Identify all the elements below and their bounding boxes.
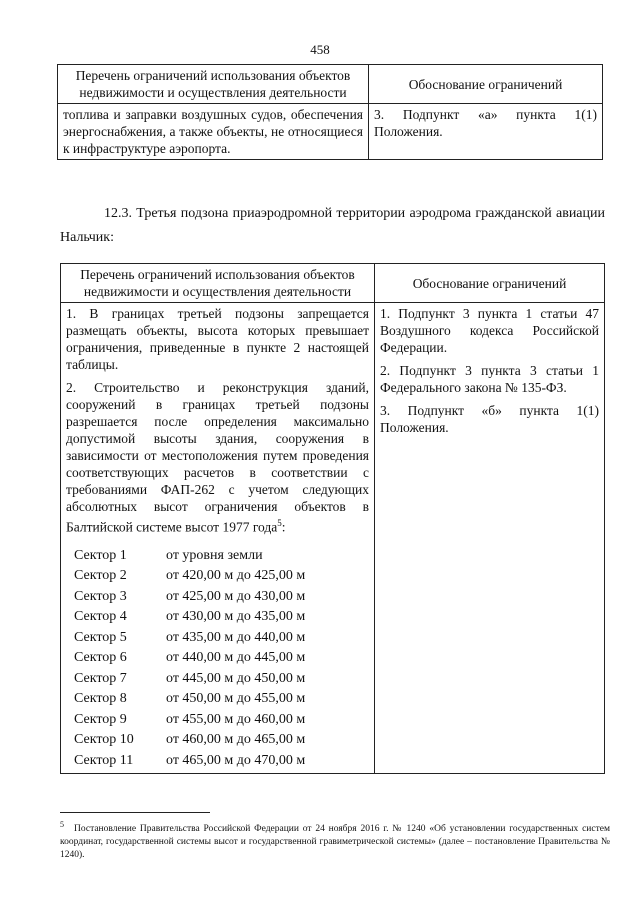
header-basis: Обоснование ограничений [375, 264, 605, 303]
list-item [66, 628, 369, 649]
basis-item-1: 1. Подпункт 3 пункта 1 статьи 47 Воздушного кодекса Российской Федерации. [380, 306, 599, 355]
basis-item-3: 3. Подпункт «б» пункта 1(1) Положения. [380, 403, 599, 435]
sector-value: от 455,00 м до 460,00 м [166, 711, 306, 727]
basis-item-2: 2. Подпункт 3 пункта 3 статьи 1 Федерального закона № 135-ФЗ. [380, 363, 599, 395]
sector-value: от 460,00 м до 465,00 м [166, 732, 306, 747]
list-item [66, 751, 369, 772]
basis-cell: 3. Подпункт «а» пункта 1(1) Положения. [369, 104, 603, 160]
restriction-item-2-end: : [281, 519, 286, 535]
table-header-row [58, 65, 603, 104]
sector-name: Сектор 2 [74, 568, 127, 583]
footnote-mark: 5 [60, 820, 64, 829]
header-restrictions: Перечень ограничений использования объектов недвижимости и осуществления деятельности [61, 264, 375, 303]
sector-value: от 450,00 м до 455,00 м [166, 691, 306, 706]
sector-list [66, 546, 369, 772]
sector-value: от 465,00 м до 470,00 м [166, 752, 306, 768]
restriction-cell [61, 303, 375, 774]
section-paragraph [60, 202, 605, 250]
sector-name: Сектор 1 [74, 547, 127, 563]
sector-value: от 445,00 м до 450,00 м [166, 670, 306, 686]
restrictions-table-continued [57, 64, 603, 160]
sector-value: от 430,00 м до 435,00 м [166, 609, 306, 624]
restriction-cell: топлива и заправки воздушных судов, обеспечения энергоснабжения, а также объекты, не относящиеся к инфраструктуре аэропорта. [58, 104, 369, 160]
footnote [60, 818, 610, 862]
sector-name: Сектор 6 [74, 650, 127, 665]
sector-name: Сектор 8 [74, 691, 127, 706]
header-basis: Обоснование ограничений [369, 65, 603, 104]
footnote-text: Постановление Правительства Российской Федерации от 24 ноября 2016 г. № 1240 «Об установлении государственных систем координат, государственной системы высот и государственной гравиметрической системы» (далее – постановление Правительства № 1240). [60, 824, 610, 861]
sector-name: Сектор 5 [74, 629, 127, 645]
list-item [66, 669, 369, 690]
footnote-reference[interactable]: 5 [277, 518, 282, 528]
sector-value: от 425,00 м до 430,00 м [166, 588, 306, 604]
sector-value: от 435,00 м до 440,00 м [166, 629, 306, 645]
list-item [66, 607, 369, 628]
list-item [66, 730, 369, 751]
list-item [66, 710, 369, 731]
sector-name: Сектор 11 [74, 752, 134, 768]
list-item [66, 587, 369, 608]
table-header-row [61, 264, 605, 303]
basis-cell [375, 303, 605, 774]
table-row [61, 303, 605, 774]
sector-value: от 440,00 м до 445,00 м [166, 650, 306, 665]
page-number: 458 [310, 42, 330, 57]
list-item [66, 566, 369, 587]
sector-name: Сектор 9 [74, 711, 127, 727]
header-restrictions: Перечень ограничений использования объектов недвижимости и осуществления деятельности [58, 65, 369, 104]
sector-value: от 420,00 м до 425,00 м [166, 568, 306, 583]
sector-name: Сектор 3 [74, 588, 127, 604]
restriction-item-2-text: 2. Строительство и реконструкция зданий, сооружений в границах третьей подзоны разрешается после определения максимально допустимой высоты здания, сооружения в зависимости от местоположения путем проведения соответствующих расчетов в соответствии с требованиями ФАП-262 с учетом следующих абсолютных высот ограничения объектов в Балтийской системе высот 1977 года [66, 380, 369, 535]
restriction-item-2 [66, 379, 369, 536]
sector-value: от уровня земли [166, 547, 263, 563]
sector-name: Сектор 7 [74, 670, 127, 686]
list-item [66, 648, 369, 669]
footnote-divider [60, 812, 210, 813]
restrictions-table-subzone-3 [60, 263, 605, 774]
list-item [66, 689, 369, 710]
table-row [58, 104, 603, 160]
list-item [66, 546, 369, 567]
restriction-item-1: 1. В границах третьей подзоны запрещается размещать объекты, высота которых превышает ограничения, приведенные в пункте 2 настоящей таблицы. [66, 306, 369, 372]
sector-name: Сектор 10 [74, 732, 134, 747]
sector-name: Сектор 4 [74, 609, 127, 624]
section-paragraph-text: 12.3. Третья подзона приаэродромной территории аэродрома гражданской авиации Нальчик: [60, 206, 605, 245]
